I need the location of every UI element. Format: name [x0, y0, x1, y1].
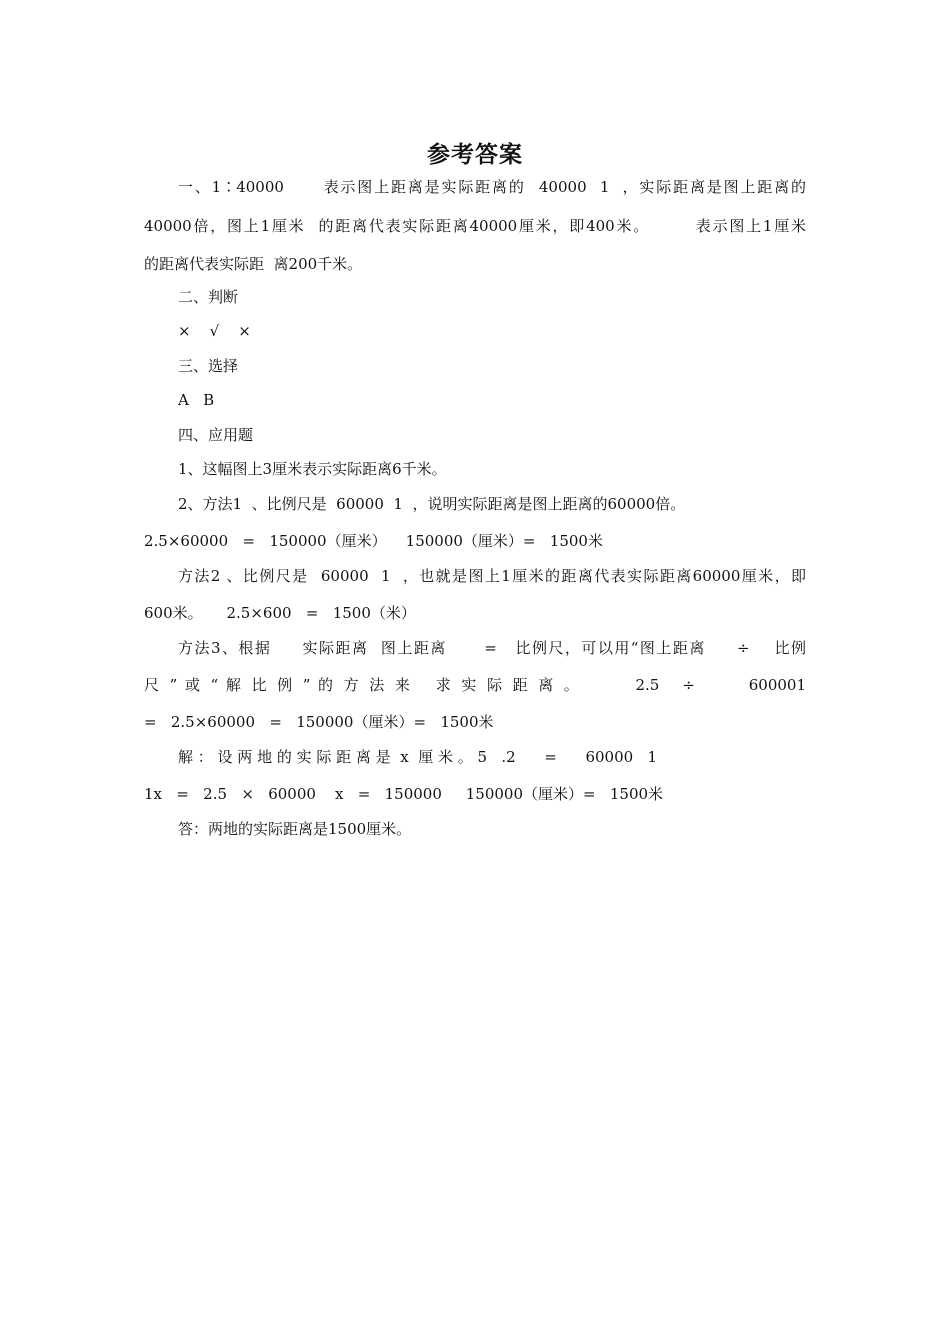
- final-answer: 答：两地的实际距离是1500厘米。: [178, 820, 412, 838]
- q2-method1-line2: 2.5×60000 = 150000（厘米） 150000（厘米）= 1500米: [144, 532, 603, 550]
- page-title: 参考答案: [427, 142, 523, 168]
- solution-line2: 1x = 2.5 × 60000 x = 150000 150000（厘米）= 1500米: [144, 785, 664, 803]
- q2-method3-line2: 尺 ” 或 “ 解 比 例 ” 的 方 法 来 求 实 际 距 离 。 2.5 ÷ 600001: [144, 676, 806, 694]
- q2-method3-line1: 方法3、根据 实际距离 图上距离 = 比例尺，可以用“图上距离 ÷ 比例: [178, 639, 806, 657]
- section3-answers: A B: [178, 391, 215, 409]
- q2-method2-line2: 600米。 2.5×600 = 1500（米）: [144, 604, 416, 622]
- q2-method3-line3: = 2.5×60000 = 150000（厘米）= 1500米: [144, 713, 494, 731]
- section2-answers: × √ ×: [178, 322, 251, 340]
- section1-line3: 的距离代表实际距 离200千米。: [144, 255, 363, 273]
- section3-heading: 三、选择: [178, 357, 239, 375]
- section1-line1: 一、1∶40000 表示图上距离是实际距离的 40000 1 ，实际距离是图上距离的: [178, 178, 806, 196]
- solution-line1: 解 ： 设 两 地 的 实 际 距 离 是 x 厘 米 。 5 .2 = 60000 1: [178, 748, 658, 766]
- question1-answer: 1、这幅图上3厘米表示实际距离6千米。: [178, 460, 447, 478]
- q2-method2-line1: 方法2 、比例尺是 60000 1 ，也就是图上1厘米的距离代表实际距离60000厘米，即: [178, 567, 806, 585]
- section1-line2: 40000倍，图上1厘米 的距离代表实际距离40000厘米，即400米。 表示图上1厘米: [144, 217, 806, 235]
- q2-method1-line1: 2、方法1 、比例尺是 60000 1 ，说明实际距离是图上距离的60000倍。: [178, 495, 686, 513]
- section4-heading: 四、应用题: [178, 426, 254, 444]
- section2-heading: 二、判断: [178, 288, 239, 306]
